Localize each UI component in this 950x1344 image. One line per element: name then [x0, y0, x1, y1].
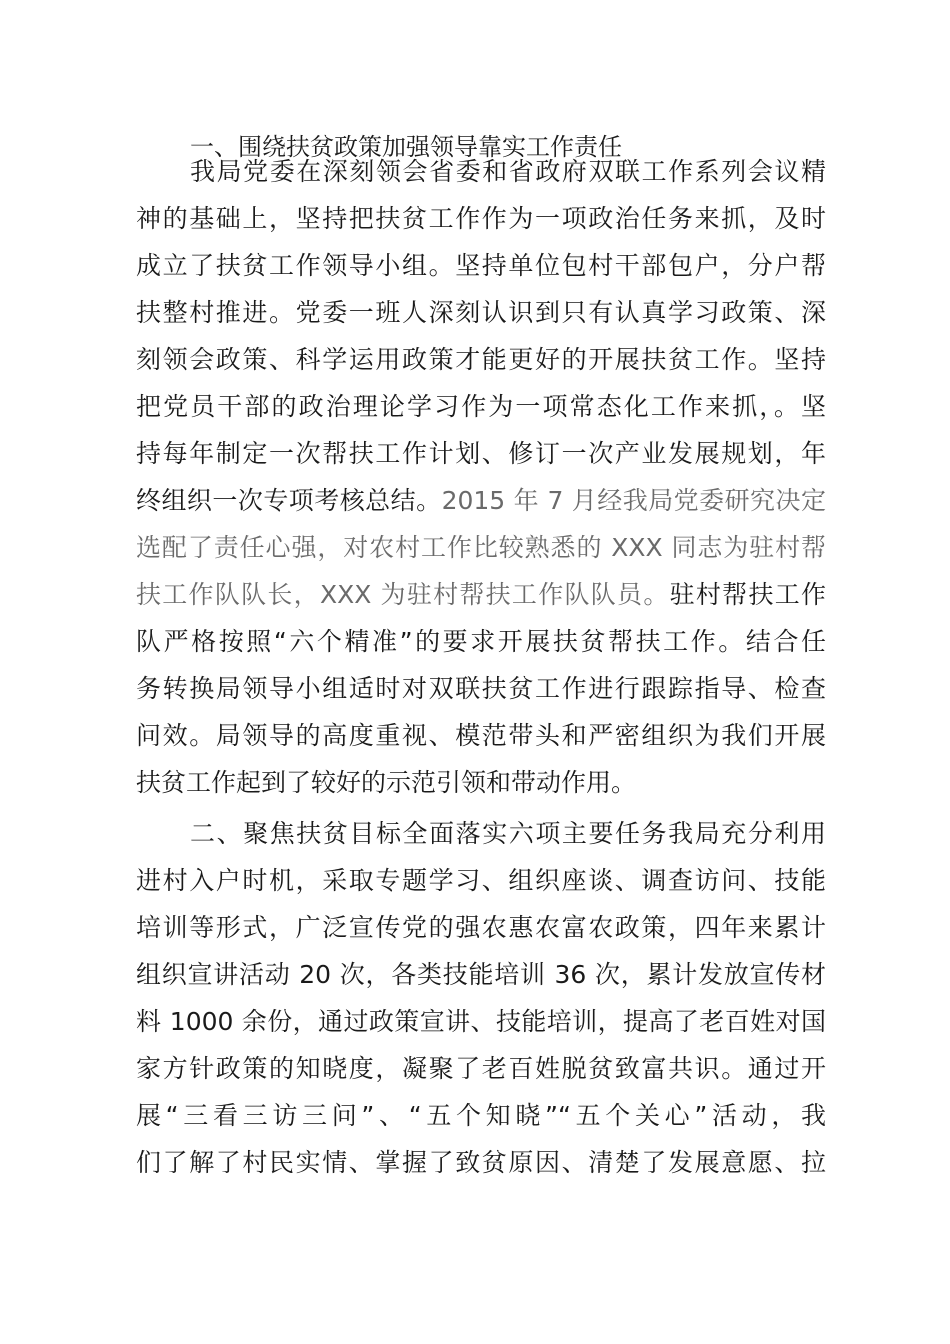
- paragraph-line: 培训等形式，广泛宣传党的强农惠农富农政策，四年来累计: [136, 913, 826, 942]
- paragraph-line: 家方针政策的知晓度，凝聚了老百姓脱贫致富共识。通过开: [136, 1054, 826, 1083]
- paragraph-line: 问效。局领导的高度重视、模范带头和严密组织为我们开展: [136, 721, 826, 750]
- paragraph-text: 驻村帮扶工作: [669, 580, 826, 609]
- paragraph-line: [136, 477, 826, 524]
- paragraph-line: 把党员干部的政治理论学习作为一项常态化工作来抓，。坚: [136, 392, 826, 421]
- paragraph-line: [136, 571, 826, 618]
- paragraph-line: 们了解了村民实情、掌握了致贫原因、清楚了发展意愿、拉: [136, 1148, 826, 1177]
- paragraph-line: 扶整村推进。党委一班人深刻认识到只有认真学习政策、深: [136, 298, 826, 327]
- paragraph-line: 持每年制定一次帮扶工作计划、修订一次产业发展规划，年: [136, 439, 826, 468]
- paragraph-line: 成立了扶贫工作领导小组。坚持单位包村干部包户，分户帮: [136, 251, 826, 280]
- paragraph-text: 终组织一次专项考核总结。: [136, 486, 442, 515]
- paragraph-line: 进村入户时机，采取专题学习、组织座谈、调查访问、技能: [136, 866, 826, 895]
- paragraph-line: 组织宣讲活动 20 次，各类技能培训 36 次，累计发放宣传材: [136, 960, 826, 989]
- section-1-paragraph: [136, 148, 826, 806]
- section-2-paragraph: [136, 810, 826, 1186]
- paragraph-line: 选配了责任心强，对农村工作比较熟悉的 XXX 同志为驻村帮: [136, 533, 826, 562]
- paragraph-line: 料 1000 余份，通过政策宣讲、技能培训，提高了老百姓对国: [136, 1007, 826, 1036]
- paragraph-line: 我局党委在深刻领会省委和省政府双联工作系列会议精: [190, 157, 826, 186]
- paragraph-line: 刻领会政策、科学运用政策才能更好的开展扶贫工作。坚持: [136, 345, 826, 374]
- paragraph-line: 神的基础上，坚持把扶贫工作作为一项政治任务来抓，及时: [136, 204, 826, 233]
- paragraph-line: 队严格按照“六个精准”的要求开展扶贫帮扶工作。结合任: [136, 627, 826, 656]
- paragraph-line: 务转换局领导小组适时对双联扶贫工作进行跟踪指导、检查: [136, 674, 826, 703]
- paragraph-line: 二、聚焦扶贫目标全面落实六项主要任务我局充分利用: [190, 819, 826, 848]
- section-1-heading: 一、围绕扶贫政策加强领导靠实工作责任: [190, 133, 622, 161]
- highlighted-text: 2015 年 7 月经我局党委研究决定: [441, 486, 826, 515]
- paragraph-line: 扶贫工作起到了较好的示范引领和带动作用。: [136, 768, 637, 797]
- paragraph-line: 展“三看三访三问”、“五个知晓”“五个关心”活动，我: [136, 1101, 826, 1130]
- highlighted-text: 扶工作队队长，XXX 为驻村帮扶工作队队员。: [136, 580, 670, 609]
